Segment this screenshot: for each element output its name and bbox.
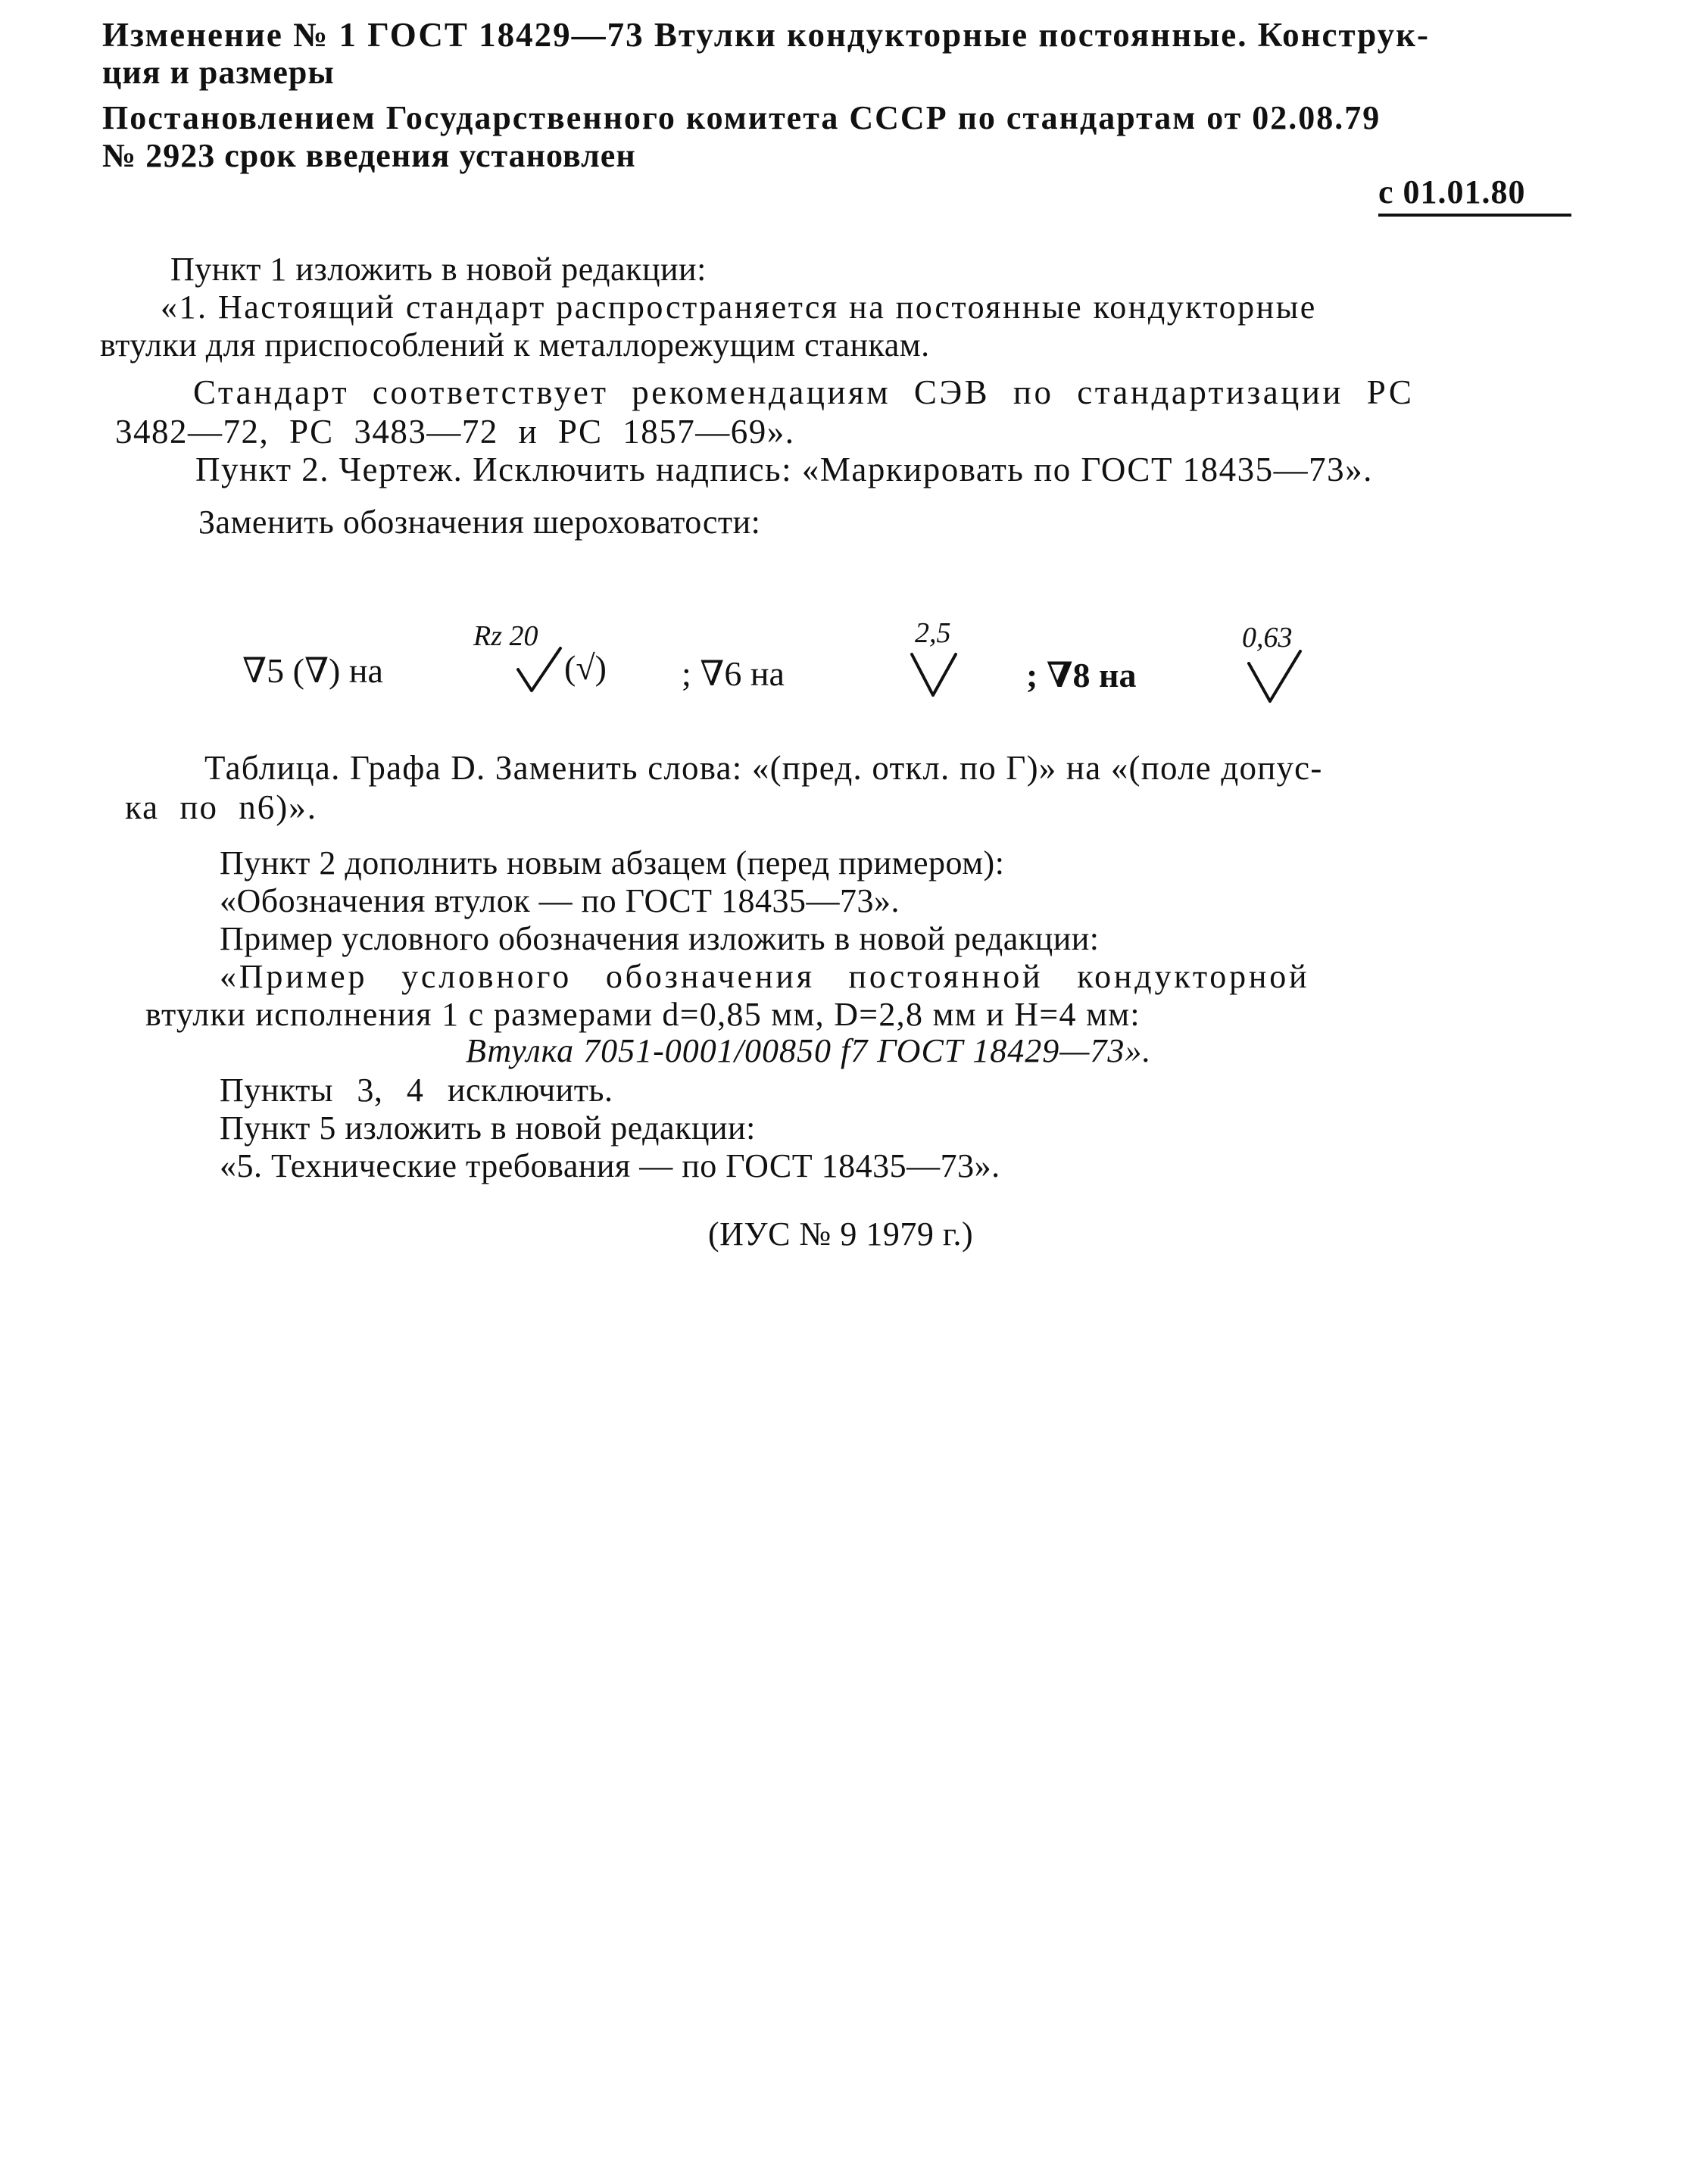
- roughness-item-2-label: 2,5: [915, 617, 951, 649]
- source-reference: (ИУС № 9 1979 г.): [708, 1215, 974, 1253]
- table-change-line-2: ка по n6)».: [125, 788, 317, 826]
- point-5-intro: Пункт 5 изложить в новой редакции:: [220, 1109, 756, 1147]
- amendment-title-line-1: Изменение № 1 ГОСТ 18429—73 Втулки кондукторные постоянные. Конструк-: [102, 16, 1431, 54]
- point-2-addition-intro: Пункт 2 дополнить новым абзацем (перед примером):: [220, 844, 1005, 881]
- point-1-intro: Пункт 1 изложить в новой редакции:: [170, 251, 707, 288]
- roughness-check-icon: [1246, 648, 1306, 706]
- table-change-line-1: Таблица. Графа D. Заменить слова: «(пред. откл. по Г)» на «(поле допус-: [204, 749, 1323, 787]
- point-5-text: «5. Технические требования — по ГОСТ 18435—73».: [220, 1147, 1000, 1184]
- point-1-text-line-2: втулки для приспособлений к металлорежущим станкам.: [100, 326, 930, 363]
- example-line-1: «Пример условного обозначения постоянной кондукторной: [220, 958, 1310, 995]
- decree-line-1: Постановлением Государственного комитета СССР по стандартам от 02.08.79: [102, 99, 1381, 136]
- roughness-item-1-suffix: (√): [564, 648, 607, 687]
- example-designation: Втулка 7051-0001/00850 f7 ГОСТ 18429—73».: [466, 1032, 1152, 1069]
- point-1-text-line-1: «1. Настоящий стандарт распространяется на постоянные кондукторные: [161, 289, 1317, 326]
- roughness-item-1-label: Rz 20: [473, 620, 538, 652]
- effective-date: [1378, 168, 1571, 218]
- roughness-check-icon: [515, 644, 568, 697]
- roughness-item-2-old: ; ∇6 на: [682, 654, 785, 693]
- effective-date-text: с 01.01.80: [1378, 173, 1526, 211]
- point-2-drawing: Пункт 2. Чертеж. Исключить надпись: «Маркировать по ГОСТ 18435—73».: [195, 451, 1373, 488]
- roughness-item-3-old: ; ∇8 на: [1026, 656, 1137, 694]
- example-line-2: втулки исполнения 1 с размерами d=0,85 мм, D=2,8 мм и H=4 мм:: [145, 996, 1140, 1033]
- points-3-4-excluded: Пункты 3, 4 исключить.: [220, 1072, 613, 1109]
- example-intro: Пример условного обозначения изложить в новой редакции:: [220, 920, 1100, 957]
- sev-compliance-line-1: Стандарт соответствует рекомендациям СЭВ по стандартизации РС: [193, 373, 1415, 411]
- point-2-addition-text: «Обозначения втулок — по ГОСТ 18435—73».: [220, 882, 900, 919]
- roughness-intro: Заменить обозначения шероховатости:: [198, 504, 761, 541]
- decree-line-2: № 2923 срок введения установлен: [102, 137, 636, 174]
- roughness-item-1-old: ∇5 (∇) на: [242, 651, 383, 690]
- roughness-check-icon: [909, 648, 962, 701]
- amendment-title-line-2: ция и размеры: [102, 54, 335, 91]
- sev-compliance-line-2: 3482—72, РС 3483—72 и РС 1857—69».: [115, 413, 795, 451]
- roughness-replacements: [242, 617, 1348, 727]
- effective-date-underline: [1378, 214, 1571, 217]
- roughness-item-3-label: 0,63: [1242, 622, 1293, 654]
